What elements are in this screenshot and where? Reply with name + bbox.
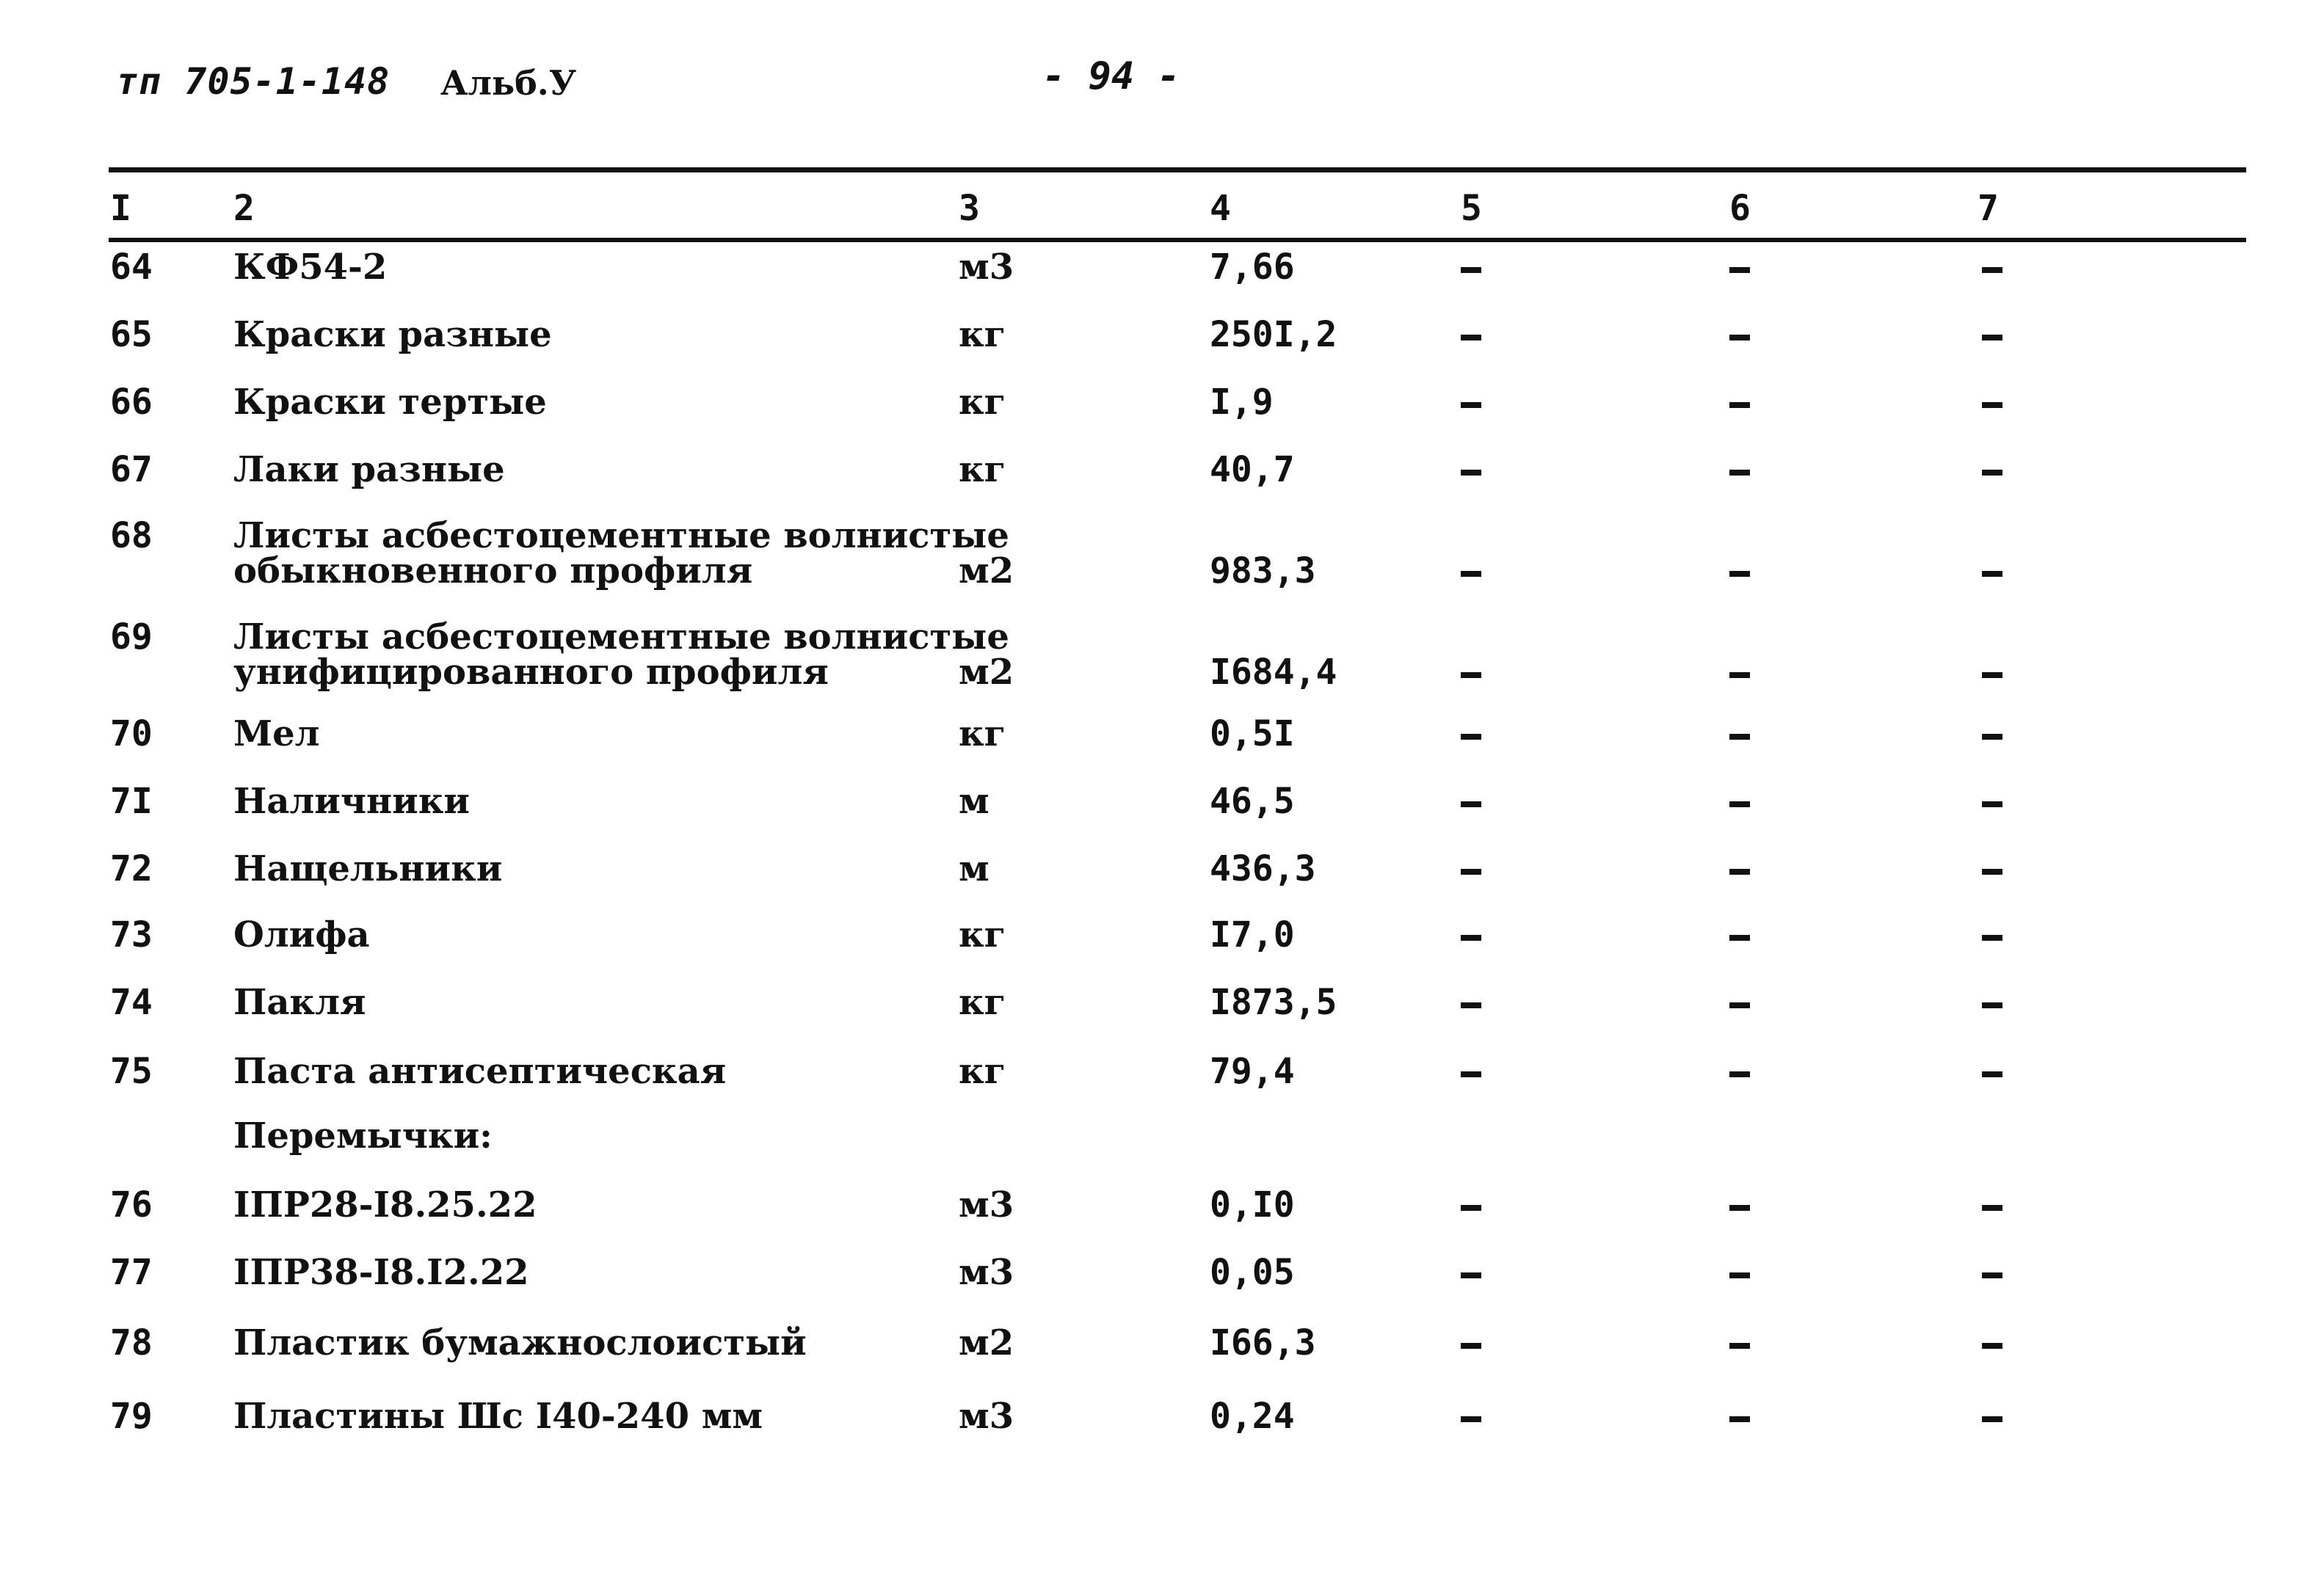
empty-value-dash xyxy=(1729,1272,1750,1278)
empty-value-dash xyxy=(1729,571,1750,577)
table-row xyxy=(0,1252,2324,1321)
page-header xyxy=(0,0,2324,147)
material-name-line: Нащельники xyxy=(233,848,503,889)
table-top-rule xyxy=(109,167,2246,172)
material-name xyxy=(233,314,552,355)
unit-of-measure: кг xyxy=(959,449,1006,490)
quantity: 0,I0 xyxy=(1210,1184,1295,1225)
quantity: I,9 xyxy=(1210,382,1274,423)
row-number: 7I xyxy=(110,781,153,822)
material-name xyxy=(233,713,320,754)
empty-value-dash xyxy=(1461,470,1481,476)
unit-of-measure: м3 xyxy=(959,1396,1014,1437)
material-name-line: Листы асбестоцементные волнистые xyxy=(233,515,1009,556)
empty-value-dash xyxy=(1461,402,1481,408)
unit-of-measure: кг xyxy=(959,1051,1006,1092)
material-name-line: Пакля xyxy=(233,982,366,1023)
column-header-7: 7 xyxy=(1978,188,1999,229)
empty-value-dash xyxy=(1461,869,1481,875)
material-name xyxy=(233,1252,529,1293)
empty-value-dash xyxy=(1461,1272,1481,1278)
quantity: 983,3 xyxy=(1210,550,1316,591)
column-header-5: 5 xyxy=(1461,188,1482,229)
material-name-line: Листы асбестоцементные волнистые xyxy=(233,616,1009,658)
material-name xyxy=(233,914,370,955)
table-header-rule xyxy=(109,238,2246,242)
quantity: I684,4 xyxy=(1210,652,1337,693)
empty-value-dash xyxy=(1461,571,1481,577)
unit-of-measure: кг xyxy=(959,982,1006,1023)
empty-value-dash xyxy=(1982,1002,2002,1008)
row-number: 69 xyxy=(110,616,153,658)
material-name xyxy=(233,848,503,889)
empty-value-dash xyxy=(1729,267,1750,273)
material-name-line: КФ54-2 xyxy=(233,247,388,288)
empty-value-dash xyxy=(1461,801,1481,807)
empty-value-dash xyxy=(1982,734,2002,740)
row-number: 73 xyxy=(110,914,153,955)
column-header-1: I xyxy=(110,188,131,229)
table-row xyxy=(0,314,2324,383)
empty-value-dash xyxy=(1461,1002,1481,1008)
empty-value-dash xyxy=(1729,402,1750,408)
empty-value-dash xyxy=(1982,869,2002,875)
empty-value-dash xyxy=(1729,470,1750,476)
row-number: 76 xyxy=(110,1184,153,1225)
empty-value-dash xyxy=(1729,734,1750,740)
empty-value-dash xyxy=(1982,267,2002,273)
document-code: тп 705-1-148 xyxy=(116,60,391,103)
table-row xyxy=(0,1051,2324,1120)
table-row xyxy=(0,382,2324,451)
empty-value-dash xyxy=(1982,470,2002,476)
unit-of-measure: кг xyxy=(959,314,1006,355)
material-name xyxy=(233,781,471,822)
table-body xyxy=(0,247,2324,1497)
material-name-line: Краски тертые xyxy=(233,382,547,423)
empty-value-dash xyxy=(1729,1002,1750,1008)
material-name xyxy=(233,1051,727,1092)
empty-value-dash xyxy=(1729,335,1750,340)
quantity: 46,5 xyxy=(1210,781,1295,822)
empty-value-dash xyxy=(1982,672,2002,678)
empty-value-dash xyxy=(1729,869,1750,875)
material-name xyxy=(233,515,1009,591)
empty-value-dash xyxy=(1461,1071,1481,1077)
material-name xyxy=(233,616,1009,693)
empty-value-dash xyxy=(1461,672,1481,678)
column-header-6: 6 xyxy=(1729,188,1751,229)
unit-of-measure: м xyxy=(959,781,989,822)
material-name xyxy=(233,1115,493,1157)
material-name-line: Мел xyxy=(233,713,320,754)
material-name xyxy=(233,982,366,1023)
table-row xyxy=(0,848,2324,917)
material-name-line: Олифа xyxy=(233,914,370,955)
material-name-line: IПР38-I8.I2.22 xyxy=(233,1252,529,1293)
row-number: 79 xyxy=(110,1396,153,1437)
empty-value-dash xyxy=(1461,1343,1481,1349)
empty-value-dash xyxy=(1982,571,2002,577)
column-header-3: 3 xyxy=(959,188,980,229)
unit-of-measure: кг xyxy=(959,914,1006,955)
material-name-line: IПР28-I8.25.22 xyxy=(233,1184,537,1225)
table-row xyxy=(0,1322,2324,1391)
quantity: 40,7 xyxy=(1210,449,1295,490)
material-name xyxy=(233,1184,537,1225)
empty-value-dash xyxy=(1461,1205,1481,1211)
table-row xyxy=(0,781,2324,850)
material-name-line: обыкновенного профиля xyxy=(233,550,753,591)
empty-value-dash xyxy=(1982,1343,2002,1349)
empty-value-dash xyxy=(1982,335,2002,340)
row-number: 65 xyxy=(110,314,153,355)
material-name xyxy=(233,382,547,423)
unit-of-measure: м2 xyxy=(959,1322,1014,1363)
table-row xyxy=(0,1115,2324,1184)
row-number: 64 xyxy=(110,247,153,288)
quantity: 7,66 xyxy=(1210,247,1295,288)
unit-of-measure: м xyxy=(959,848,989,889)
material-name xyxy=(233,449,505,490)
unit-of-measure: м3 xyxy=(959,247,1014,288)
quantity: I66,3 xyxy=(1210,1322,1316,1363)
empty-value-dash xyxy=(1982,1416,2002,1422)
unit-of-measure: м2 xyxy=(959,550,1014,591)
empty-value-dash xyxy=(1729,1416,1750,1422)
empty-value-dash xyxy=(1729,1343,1750,1349)
empty-value-dash xyxy=(1461,935,1481,941)
quantity: 0,5I xyxy=(1210,713,1295,754)
column-header-2: 2 xyxy=(233,188,255,229)
material-name-line: унифицированного профиля xyxy=(233,652,829,693)
quantity: 79,4 xyxy=(1210,1051,1295,1092)
table-row xyxy=(0,515,2324,621)
quantity: I7,0 xyxy=(1210,914,1295,955)
material-name-line: Пластины Шс I40-240 мм xyxy=(233,1396,763,1437)
row-number: 72 xyxy=(110,848,153,889)
unit-of-measure: кг xyxy=(959,382,1006,423)
table-row xyxy=(0,616,2324,722)
row-number: 67 xyxy=(110,449,153,490)
table-row xyxy=(0,914,2324,983)
row-number: 70 xyxy=(110,713,153,754)
unit-of-measure: м3 xyxy=(959,1184,1014,1225)
material-name xyxy=(233,1396,763,1437)
material-name-line: Перемычки: xyxy=(233,1115,493,1157)
row-number: 68 xyxy=(110,515,153,556)
material-name xyxy=(233,1322,807,1363)
table-row xyxy=(0,1396,2324,1465)
empty-value-dash xyxy=(1982,801,2002,807)
empty-value-dash xyxy=(1729,672,1750,678)
empty-value-dash xyxy=(1982,1071,2002,1077)
empty-value-dash xyxy=(1729,801,1750,807)
row-number: 75 xyxy=(110,1051,153,1092)
table-row xyxy=(0,713,2324,782)
material-name-line: Наличники xyxy=(233,781,471,822)
empty-value-dash xyxy=(1982,935,2002,941)
table-row xyxy=(0,449,2324,518)
empty-value-dash xyxy=(1729,1205,1750,1211)
unit-of-measure: м2 xyxy=(959,652,1014,693)
quantity: 0,05 xyxy=(1210,1252,1295,1293)
material-name-line: Паста антисептическая xyxy=(233,1051,727,1092)
album-label: Альб.У xyxy=(440,63,577,103)
empty-value-dash xyxy=(1461,335,1481,340)
empty-value-dash xyxy=(1729,935,1750,941)
empty-value-dash xyxy=(1982,1205,2002,1211)
unit-of-measure: кг xyxy=(959,713,1006,754)
row-number: 66 xyxy=(110,382,153,423)
table-row xyxy=(0,982,2324,1051)
empty-value-dash xyxy=(1461,267,1481,273)
empty-value-dash xyxy=(1982,1272,2002,1278)
quantity: 436,3 xyxy=(1210,848,1316,889)
empty-value-dash xyxy=(1461,1416,1481,1422)
table-row xyxy=(0,1184,2324,1253)
row-number: 78 xyxy=(110,1322,153,1363)
material-name xyxy=(233,247,388,288)
quantity: 0,24 xyxy=(1210,1396,1295,1437)
material-name-line: Краски разные xyxy=(233,314,552,355)
column-header-4: 4 xyxy=(1210,188,1231,229)
row-number: 77 xyxy=(110,1252,153,1293)
empty-value-dash xyxy=(1982,402,2002,408)
material-name-line: Пластик бумажнослоистый xyxy=(233,1322,807,1363)
quantity: I873,5 xyxy=(1210,982,1337,1023)
table-row xyxy=(0,247,2324,316)
empty-value-dash xyxy=(1461,734,1481,740)
unit-of-measure: м3 xyxy=(959,1252,1014,1293)
column-header-row xyxy=(0,176,2324,235)
material-name-line: Лаки разные xyxy=(233,449,505,490)
row-number: 74 xyxy=(110,982,153,1023)
empty-value-dash xyxy=(1729,1071,1750,1077)
page-number: - 94 - xyxy=(1042,54,1180,98)
quantity: 250I,2 xyxy=(1210,314,1337,355)
